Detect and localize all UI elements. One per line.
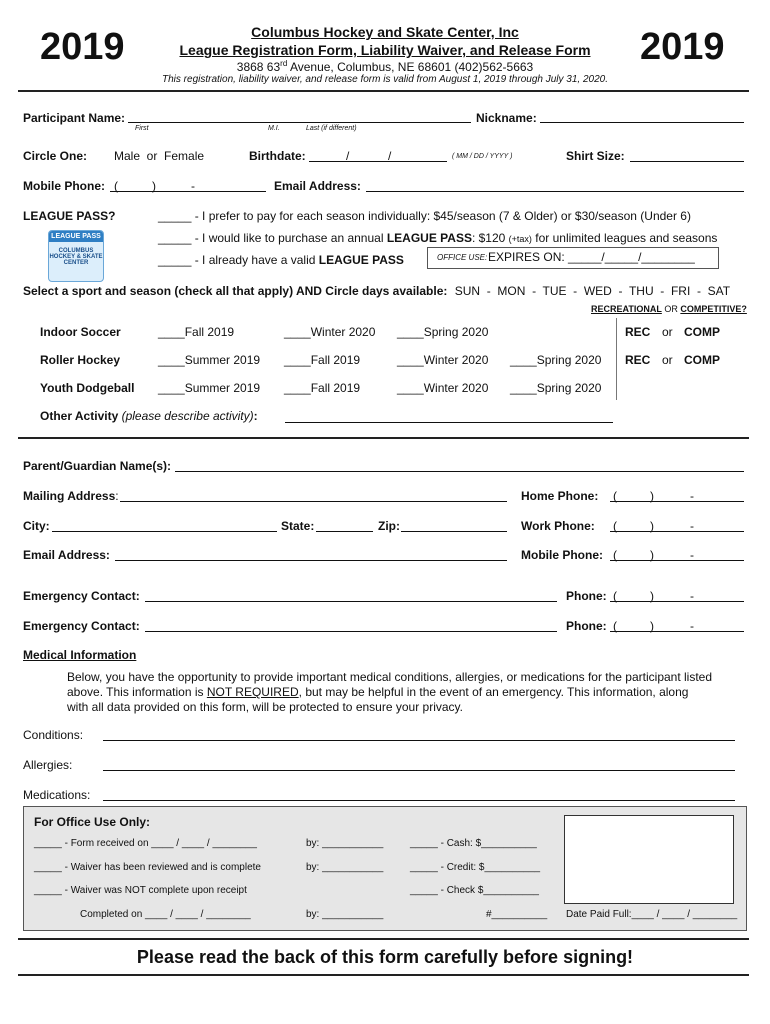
paren-open: (	[613, 589, 617, 603]
season-option[interactable]: ____Fall 2019	[158, 325, 235, 339]
office-credit: _____ - Credit: $__________	[410, 862, 541, 873]
phone-dash: -	[690, 519, 694, 533]
birthdate-field[interactable]	[309, 161, 447, 162]
allergies-label: Allergies:	[23, 758, 73, 772]
work-phone-label: Work Phone:	[521, 519, 595, 533]
medical-para-2-post: , but may be helpful in the event of an emergency. This information, along	[298, 685, 689, 699]
medical-para-2	[67, 685, 688, 699]
divider-sports	[18, 437, 749, 439]
state-label: State:	[281, 519, 315, 533]
phone-field[interactable]	[610, 501, 744, 502]
parent-guardian-label: Parent/Guardian Name(s):	[23, 459, 172, 473]
mobile-paren-open: (	[114, 179, 118, 193]
phone-field[interactable]	[610, 601, 744, 602]
mobile-dash: -	[191, 179, 195, 193]
league-option-2[interactable]	[158, 231, 717, 245]
comp-option[interactable]: COMP	[684, 353, 720, 367]
emergency-contact-1-field[interactable]	[145, 601, 557, 602]
email-field[interactable]	[366, 191, 744, 192]
rec-comp-divider	[616, 318, 617, 400]
address-suffix: rd	[280, 59, 288, 68]
phone-field[interactable]	[610, 560, 744, 561]
season-option[interactable]: ____Summer 2019	[158, 353, 261, 367]
birthdate-slash-1: /	[346, 149, 350, 163]
paren-open: (	[613, 619, 617, 633]
medications-label: Medications:	[23, 788, 91, 802]
emergency-contact-1-label: Emergency Contact:	[23, 589, 140, 603]
not-required-text: NOT REQUIRED	[206, 685, 299, 699]
mailing-colon: :	[115, 489, 119, 503]
office-use-label: OFFICE USE:	[437, 253, 488, 262]
year-left: 2019	[40, 26, 125, 68]
sport-name: Youth Dodgeball	[40, 381, 135, 395]
year-right: 2019	[640, 26, 725, 68]
league-option-3[interactable]	[158, 253, 404, 267]
state-field[interactable]	[316, 531, 373, 532]
emergency-phone-1-label: Phone:	[566, 589, 607, 603]
season-option[interactable]: ____Winter 2020	[397, 381, 489, 395]
mailing-address-field[interactable]	[120, 501, 507, 502]
divider-top	[18, 90, 749, 92]
office-use-title: For Office Use Only:	[34, 815, 151, 829]
medical-para-1: Below, you have the opportunity to provide important medical conditions, allergies, or medications for the participant listed	[67, 670, 713, 684]
office-check: _____ - Check $__________	[410, 885, 539, 896]
league-option-1[interactable]	[158, 209, 691, 223]
divider-footer-top	[18, 938, 749, 940]
season-option[interactable]: ____Spring 2020	[510, 353, 602, 367]
mobile-paren-close: )	[152, 179, 156, 193]
season-option[interactable]: ____Fall 2019	[284, 353, 361, 367]
rec-comp-or: or	[662, 353, 673, 367]
birthdate-slash-2: /	[388, 149, 392, 163]
mobile-phone-label: Mobile Phone:	[23, 179, 105, 193]
expires-on-text: EXPIRES ON: _____/_____/________	[488, 250, 695, 264]
office-completed-on: Completed on ____ / ____ / ________	[80, 909, 251, 920]
office-number: #__________	[486, 909, 548, 920]
rec-header: RECREATIONAL	[591, 304, 662, 314]
participant-name-label: Participant Name:	[23, 111, 126, 125]
medical-heading: Medical Information	[23, 648, 137, 662]
nickname-field[interactable]	[540, 122, 744, 123]
phone-dash: -	[690, 589, 694, 603]
other-activity-hint: (please describe activity)	[118, 409, 254, 423]
mobile-phone-field[interactable]	[110, 191, 266, 192]
league-option-3-pre: - I already have a valid	[191, 253, 319, 267]
paren-open: (	[613, 489, 617, 503]
shirt-size-field[interactable]	[630, 161, 744, 162]
other-activity	[40, 409, 258, 423]
office-cash: _____ - Cash: $__________	[410, 838, 537, 849]
gender-options[interactable]: Male or Female	[114, 149, 205, 163]
city-field[interactable]	[52, 531, 277, 532]
office-date-paid: Date Paid Full:____ / ____ / ________	[566, 909, 738, 920]
sport-name: Roller Hockey	[40, 353, 121, 367]
rec-comp-or: OR	[661, 304, 681, 314]
league-option-3-bold: LEAGUE PASS	[318, 253, 404, 267]
phone-field[interactable]	[610, 631, 744, 632]
circle-one-label: Circle One:	[23, 149, 88, 163]
league-option-1-blank: _____	[158, 209, 192, 223]
phone-field[interactable]	[610, 531, 744, 532]
footer-notice: Please read the back of this form carefully before signing!	[136, 947, 634, 967]
paren-close: )	[650, 489, 654, 503]
mobile-phone-guardian-label: Mobile Phone:	[521, 548, 603, 562]
season-option[interactable]: ____Summer 2019	[158, 381, 261, 395]
season-option[interactable]: ____Winter 2020	[397, 353, 489, 367]
validity-note: This registration, liability waiver, and release form is valid from August 1, 2019 through July 31, 2020.	[162, 74, 608, 85]
other-activity-field[interactable]	[285, 422, 613, 423]
rec-option[interactable]: REC	[625, 353, 651, 367]
office-waiver-incomplete: _____ - Waiver was NOT complete upon receipt	[34, 885, 247, 896]
league-option-2-mid: : $120	[471, 231, 509, 245]
guardian-email-field[interactable]	[115, 560, 507, 561]
phone-dash: -	[690, 548, 694, 562]
guardian-email-label: Email Address:	[23, 548, 110, 562]
league-option-1-text: - I prefer to pay for each season individually: $45/season (7 & Older) or $30/season (Under 6)	[191, 209, 691, 223]
emergency-contact-2-label: Emergency Contact:	[23, 619, 140, 633]
emergency-phone-2-label: Phone:	[566, 619, 607, 633]
conditions-field[interactable]	[103, 740, 735, 741]
last-hint: Last (if different)	[306, 125, 357, 132]
rec-option[interactable]: REC	[625, 325, 651, 339]
emergency-contact-2-field[interactable]	[145, 631, 557, 632]
paren-open: (	[613, 519, 617, 533]
logo-title: LEAGUE PASS	[49, 231, 103, 242]
first-hint: First	[135, 125, 149, 132]
sport-name: Indoor Soccer	[40, 325, 121, 339]
nickname-label: Nickname:	[476, 111, 537, 125]
sport-instruction-text: Select a sport and season (check all that apply) AND Circle days available:	[23, 284, 448, 298]
form-title: League Registration Form, Liability Waiver, and Release Form	[179, 42, 591, 58]
office-by-3: by: ___________	[306, 909, 384, 920]
office-use-box	[23, 806, 747, 931]
paren-close: )	[650, 548, 654, 562]
other-activity-label: Other Activity	[40, 409, 119, 423]
season-option[interactable]: ____Spring 2020	[510, 381, 602, 395]
sport-instruction	[23, 284, 730, 298]
comp-option[interactable]: COMP	[684, 325, 720, 339]
league-option-2-bold: LEAGUE PASS	[386, 231, 472, 245]
medical-para-3: with all data provided on this form, will be protected to ensure your privacy.	[67, 700, 463, 714]
medications-field[interactable]	[103, 800, 735, 801]
org-name: Columbus Hockey and Skate Center, Inc	[251, 24, 519, 40]
divider-footer-bottom	[18, 974, 749, 976]
paren-close: )	[650, 589, 654, 603]
allergies-field[interactable]	[103, 770, 735, 771]
office-waiver-reviewed: _____ - Waiver has been reviewed and is complete	[34, 862, 261, 873]
mailing-address-label	[23, 489, 119, 503]
league-option-2-blank: _____	[158, 231, 192, 245]
mi-hint: M.I.	[268, 125, 280, 132]
logo-caption: COLUMBUS HOCKEY & SKATE CENTER	[49, 248, 103, 266]
office-expires-box	[427, 247, 719, 269]
conditions-label: Conditions:	[23, 728, 84, 742]
office-stamp-box	[564, 815, 734, 904]
address-rest: Avenue, Columbus, NE 68601 (402)562-5663	[287, 60, 534, 74]
paren-open: (	[613, 548, 617, 562]
league-option-2-pre: - I would like to purchase an annual	[191, 231, 387, 245]
other-activity-colon: :	[253, 409, 258, 423]
city-label: City:	[23, 519, 50, 533]
zip-field[interactable]	[401, 531, 507, 532]
address-number: 3868 63	[236, 60, 281, 74]
office-by-2: by: ___________	[306, 862, 384, 873]
home-phone-label: Home Phone:	[521, 489, 599, 503]
league-option-2-post: for unlimited leagues and seasons	[531, 231, 718, 245]
league-pass-label: LEAGUE PASS?	[23, 209, 116, 223]
office-by-1: by: ___________	[306, 838, 384, 849]
rec-comp-header	[591, 304, 747, 314]
phone-dash: -	[690, 489, 694, 503]
email-label: Email Address:	[274, 179, 361, 193]
parent-guardian-field[interactable]	[175, 471, 744, 472]
date-format-hint: ( MM / DD / YYYY )	[452, 153, 513, 160]
season-option[interactable]: ____Spring 2020	[397, 325, 489, 339]
league-pass-logo	[48, 230, 104, 282]
phone-dash: -	[690, 619, 694, 633]
org-address	[0, 59, 770, 74]
paren-close: )	[650, 619, 654, 633]
season-option[interactable]: ____Fall 2019	[284, 381, 361, 395]
rec-comp-or: or	[662, 325, 673, 339]
birthdate-label: Birthdate:	[249, 149, 306, 163]
comp-header: COMPETITIVE?	[680, 304, 747, 314]
shirt-size-label: Shirt Size:	[566, 149, 625, 163]
paren-close: )	[650, 519, 654, 533]
medical-para-2-pre: above. This information is	[67, 685, 207, 699]
league-option-2-tax: (+tax)	[508, 234, 532, 244]
days-list[interactable]: SUN - MON - TUE - WED - THU - FRI - SAT	[454, 284, 731, 298]
league-option-3-blank: _____	[158, 253, 192, 267]
season-option[interactable]: ____Winter 2020	[284, 325, 376, 339]
office-form-received: _____ - Form received on ____ / ____ / ________	[34, 838, 257, 849]
mailing-address-text: Mailing Address	[23, 489, 116, 503]
zip-label: Zip:	[378, 519, 400, 533]
participant-name-field[interactable]	[128, 122, 471, 123]
